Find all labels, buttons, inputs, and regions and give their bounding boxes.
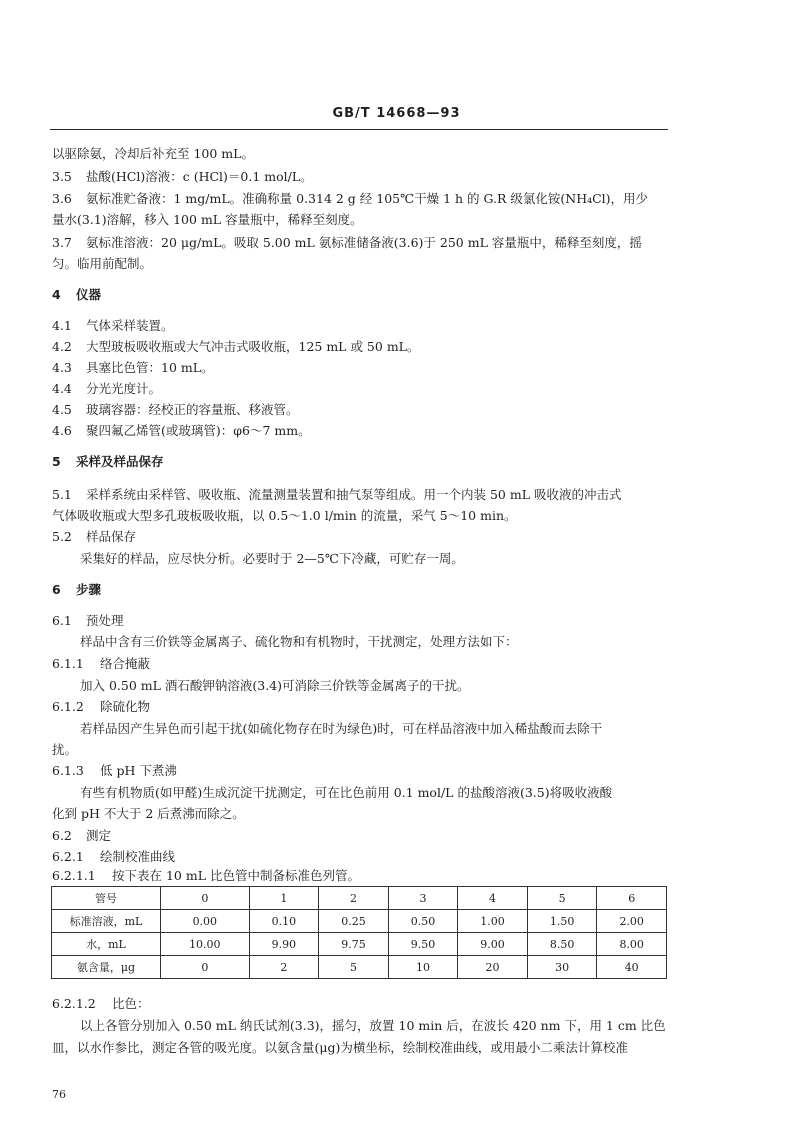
section-number: 6 bbox=[52, 582, 61, 597]
table-row-header: 标准溶液，mL bbox=[52, 910, 161, 933]
clause-number: 6.2.1.1 bbox=[52, 868, 96, 883]
clause-number: 5.2 bbox=[52, 529, 72, 544]
clause-number: 6.1.2 bbox=[52, 699, 84, 714]
table-row-header: 氨含量，μg bbox=[52, 956, 161, 979]
table-cell: 1.50 bbox=[527, 910, 597, 933]
paragraph-line: 有些有机物质(如甲醛)生成沉淀干扰测定，可在比色前用 0.1 mol/L 的盐酸溶液(3.5)将吸收液酸 bbox=[80, 785, 613, 800]
table-cell: 40 bbox=[597, 956, 667, 979]
table-cell: 4 bbox=[458, 887, 528, 910]
clause-4-4 bbox=[52, 379, 161, 397]
standard-series-table bbox=[51, 886, 667, 979]
clause-5-1 bbox=[52, 485, 621, 503]
table-row-header: 水，mL bbox=[52, 933, 161, 956]
table-cell: 10 bbox=[388, 956, 458, 979]
table-row bbox=[52, 933, 667, 956]
clause-text: 采样系统由采样管、吸收瓶、流量测量装置和抽气泵等组成。用一个内装 50 mL 吸收液的冲击式 bbox=[86, 487, 622, 502]
paragraph-line: 样品中含有三价铁等金属离子、硫化物和有机物时，干扰测定，处理方法如下： bbox=[80, 634, 518, 649]
clause-number: 6.1.1 bbox=[52, 656, 84, 671]
clause-6-2-1-2 bbox=[52, 994, 150, 1012]
clause-6-2-1-1 bbox=[52, 866, 360, 884]
page-header: GB/T 14668—93 bbox=[332, 106, 461, 121]
table-cell: 5 bbox=[319, 956, 389, 979]
table-row bbox=[52, 910, 667, 933]
clause-number: 4.3 bbox=[52, 360, 72, 375]
section-heading-5 bbox=[52, 452, 164, 470]
section-title: 采样及样品保存 bbox=[76, 454, 164, 469]
paragraph-line: 采集好的样品，应尽快分析。必要时于 2—5℃下冷藏，可贮存一周。 bbox=[80, 551, 464, 566]
table-cell: 2.00 bbox=[597, 910, 667, 933]
clause-4-3 bbox=[52, 358, 214, 376]
paragraph-line: 扰。 bbox=[52, 742, 78, 757]
table-cell: 2 bbox=[249, 956, 319, 979]
clause-text: 低 pH 下煮沸 bbox=[100, 763, 177, 778]
clause-text: 玻璃容器：经校正的容量瓶、移液管。 bbox=[86, 402, 299, 417]
clause-number: 3.7 bbox=[52, 235, 72, 250]
table-cell: 3 bbox=[388, 887, 458, 910]
section-title: 步骤 bbox=[76, 582, 102, 597]
clause-4-5 bbox=[52, 400, 299, 418]
table-cell: 8.50 bbox=[527, 933, 597, 956]
clause-number: 3.6 bbox=[52, 191, 72, 206]
section-number: 5 bbox=[52, 454, 61, 469]
clause-text: 气体采样装置。 bbox=[86, 318, 174, 333]
clause-number: 6.2.1.2 bbox=[52, 996, 96, 1011]
table-cell: 8.00 bbox=[597, 933, 667, 956]
clause-text: 聚四氟乙烯管(或玻璃管)：φ6～7 mm。 bbox=[86, 423, 311, 438]
paragraph-line: 若样品因产生异色而引起干扰(如硫化物存在时为绿色)时，可在样品溶液中加入稀盐酸而去除干 bbox=[80, 721, 603, 736]
page-number: 76 bbox=[52, 1088, 66, 1101]
clause-number: 4.6 bbox=[52, 423, 72, 438]
clause-number: 6.1 bbox=[52, 613, 72, 628]
clause-text: 按下表在 10 mL 比色管中制备标准色列管。 bbox=[112, 868, 360, 883]
clause-text-continued: 气体吸收瓶或大型多孔玻板吸收瓶，以 0.5～1.0 l/min 的流量，采气 5～10 min。 bbox=[52, 508, 517, 523]
paragraph-line: 以驱除氨，冷却后补充至 100 mL。 bbox=[52, 146, 254, 161]
table-cell: 1.00 bbox=[458, 910, 528, 933]
table-cell: 9.75 bbox=[319, 933, 389, 956]
clause-text: 预处理 bbox=[86, 613, 124, 628]
clause-text: 氨标准溶液：20 μg/mL。吸取 5.00 mL 氨标准储备液(3.6)于 250 mL 容量瓶中，稀释至刻度，摇 bbox=[86, 235, 642, 250]
clause-text: 大型玻板吸收瓶或大气冲击式吸收瓶，125 mL 或 50 mL。 bbox=[86, 339, 420, 354]
table-cell: 0.10 bbox=[249, 910, 319, 933]
clause-number: 4.5 bbox=[52, 402, 72, 417]
clause-text: 绘制校准曲线 bbox=[100, 849, 176, 864]
table-cell: 0.50 bbox=[388, 910, 458, 933]
paragraph-line: 皿，以水作参比，测定各管的吸光度。以氨含量(μg)为横坐标，绘制校准曲线，或用最小二乘法计算校准 bbox=[52, 1040, 628, 1055]
clause-text: 样品保存 bbox=[86, 529, 137, 544]
clause-text-continued: 量水(3.1)溶解，移入 100 mL 容量瓶中，稀释至刻度。 bbox=[52, 212, 363, 227]
clause-3-7 bbox=[52, 233, 642, 251]
table-cell: 9.90 bbox=[249, 933, 319, 956]
table-cell: 0.00 bbox=[161, 910, 250, 933]
clause-text: 具塞比色管：10 mL。 bbox=[86, 360, 214, 375]
table-cell: 20 bbox=[458, 956, 528, 979]
section-title: 仪器 bbox=[76, 287, 102, 302]
clause-4-1 bbox=[52, 316, 174, 334]
clause-text: 分光光度计。 bbox=[86, 381, 162, 396]
clause-5-2 bbox=[52, 527, 136, 545]
section-heading-6 bbox=[52, 580, 101, 598]
clause-3-5 bbox=[52, 167, 313, 185]
table-cell: 10.00 bbox=[161, 933, 250, 956]
paragraph-line: 以上各管分别加入 0.50 mL 纳氏试剂(3.3)，摇匀，放置 10 min 后，在波长 420 nm 下，用 1 cm 比色 bbox=[80, 1018, 666, 1033]
clause-number: 6.2.1 bbox=[52, 849, 84, 864]
table-cell: 2 bbox=[319, 887, 389, 910]
clause-6-2-1 bbox=[52, 847, 175, 865]
section-number: 4 bbox=[52, 287, 61, 302]
paragraph-line: 化到 pH 不大于 2 后煮沸而除之。 bbox=[52, 806, 245, 821]
clause-number: 4.1 bbox=[52, 318, 72, 333]
clause-text: 除硫化物 bbox=[100, 699, 151, 714]
clause-text: 比色： bbox=[112, 996, 150, 1011]
clause-6-1-2 bbox=[52, 697, 150, 715]
clause-text-continued: 匀。临用前配制。 bbox=[52, 256, 153, 271]
clause-text: 络合掩蔽 bbox=[100, 656, 151, 671]
clause-3-6 bbox=[52, 189, 648, 207]
table-cell: 9.50 bbox=[388, 933, 458, 956]
clause-number: 4.4 bbox=[52, 381, 72, 396]
clause-number: 5.1 bbox=[52, 487, 72, 502]
section-heading-4 bbox=[52, 285, 101, 303]
clause-text: 氨标准贮备液：1 mg/mL。准确称量 0.314 2 g 经 105℃干燥 1 h 的 G.R 级氯化铵(NH₄Cl)，用少 bbox=[86, 191, 649, 206]
paragraph-line: 加入 0.50 mL 酒石酸钾钠溶液(3.4)可消除三价铁等金属离子的干扰。 bbox=[80, 678, 470, 693]
clause-6-1-1 bbox=[52, 654, 150, 672]
table-cell: 30 bbox=[527, 956, 597, 979]
table-cell: 5 bbox=[527, 887, 597, 910]
clause-text: 测定 bbox=[86, 828, 112, 843]
table-cell: 6 bbox=[597, 887, 667, 910]
clause-4-2 bbox=[52, 337, 419, 355]
table-cell: 1 bbox=[249, 887, 319, 910]
clause-6-1-3 bbox=[52, 761, 177, 779]
table-cell: 0.25 bbox=[319, 910, 389, 933]
table-cell: 9.00 bbox=[458, 933, 528, 956]
table-cell: 0 bbox=[161, 887, 250, 910]
table-row-header: 管号 bbox=[52, 887, 161, 910]
clause-6-2 bbox=[52, 826, 111, 844]
clause-number: 6.2 bbox=[52, 828, 72, 843]
clause-number: 6.1.3 bbox=[52, 763, 84, 778]
table-cell: 0 bbox=[161, 956, 250, 979]
clause-text: 盐酸(HCl)溶液：c (HCl)＝0.1 mol/L。 bbox=[86, 169, 313, 184]
table-row bbox=[52, 956, 667, 979]
clause-6-1 bbox=[52, 611, 124, 629]
header-rule bbox=[50, 129, 668, 130]
clause-number: 3.5 bbox=[52, 169, 72, 184]
table-row bbox=[52, 887, 667, 910]
clause-number: 4.2 bbox=[52, 339, 72, 354]
clause-4-6 bbox=[52, 421, 311, 439]
